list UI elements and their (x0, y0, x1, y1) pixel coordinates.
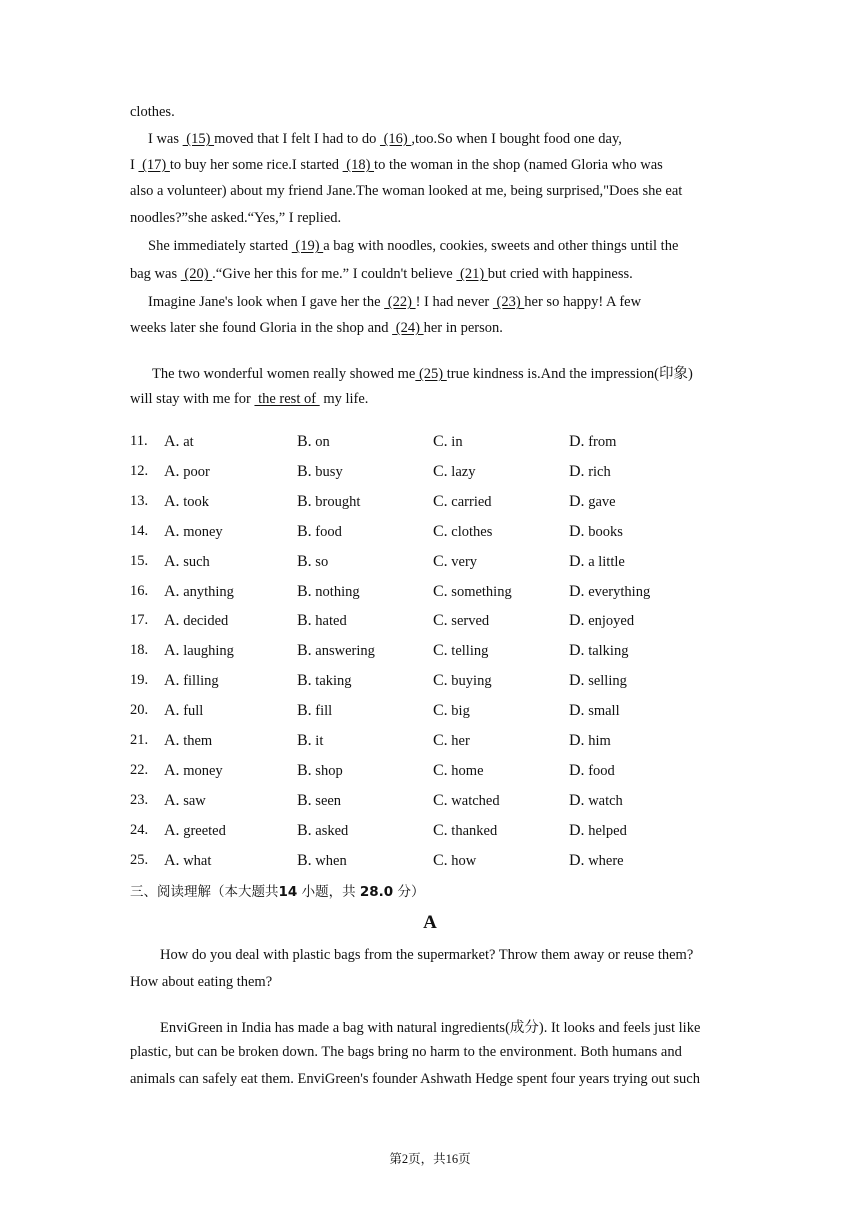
option-text: anything (179, 583, 234, 600)
answer-option (433, 553, 477, 571)
option-text: money (179, 523, 223, 540)
option-text: saw (179, 792, 206, 809)
passage-heading: A (423, 912, 437, 933)
option-letter: D. (569, 582, 585, 600)
option-text: brought (311, 493, 361, 510)
option-letter: D. (569, 732, 585, 749)
option-text: took (179, 493, 209, 510)
answer-option (297, 642, 375, 660)
option-text: money (179, 762, 223, 779)
option-letter: A. (164, 552, 180, 570)
option-letter: D. (569, 642, 585, 660)
question-number: 20. (130, 702, 149, 719)
reading-line: How do you deal with plastic bags from the supermarket? Throw them away or reuse them? (160, 947, 694, 963)
answer-option (569, 732, 611, 750)
option-letter: B. (297, 612, 312, 630)
option-text: them (179, 733, 213, 749)
option-text: asked (311, 822, 349, 839)
question-number: 25. (130, 851, 149, 868)
answer-option (164, 822, 226, 840)
answer-option (569, 523, 623, 541)
option-letter: A. (164, 582, 180, 600)
answer-option (297, 702, 332, 720)
option-letter: B. (297, 552, 312, 570)
option-letter: C. (433, 522, 448, 540)
passage-line: I (17) to buy her some rice.I started (18) to the woman in the shop (named Gloria who was (130, 157, 663, 173)
answer-option (569, 792, 623, 810)
answer-option (433, 792, 500, 810)
option-letter: B. (297, 522, 312, 540)
option-text: so (311, 553, 329, 570)
option-letter: C. (433, 672, 448, 690)
option-text: a little (584, 553, 625, 570)
option-letter: A. (164, 462, 180, 480)
answer-option (297, 822, 348, 840)
option-letter: A. (164, 821, 180, 839)
answer-option (297, 553, 328, 571)
option-text: busy (311, 463, 343, 480)
option-letter: A. (164, 761, 180, 779)
answer-option (569, 762, 615, 780)
option-text: helped (584, 822, 627, 839)
option-text: nothing (311, 583, 360, 600)
reading-line: EnviGreen in India has made a bag with natural ingredients(成分). It looks and feels just like (160, 1020, 701, 1036)
answer-option (433, 822, 497, 840)
passage-line: clothes. (130, 104, 175, 120)
answer-option (164, 852, 211, 870)
option-letter: D. (569, 552, 585, 570)
option-letter: B. (297, 642, 312, 660)
answer-option (433, 702, 470, 720)
answer-option (569, 583, 650, 601)
option-letter: D. (569, 672, 585, 690)
option-text: carried (447, 493, 492, 510)
answer-option (297, 732, 323, 750)
option-letter: C. (433, 791, 448, 809)
answer-option (297, 852, 347, 870)
option-letter: C. (433, 462, 448, 480)
page-footer: 第2页，共16页 (389, 1152, 471, 1166)
option-letter: B. (297, 732, 312, 749)
option-text: rich (584, 463, 611, 480)
option-text: everything (584, 583, 651, 600)
answer-option (569, 822, 627, 840)
option-text: big (447, 703, 470, 720)
option-text: what (179, 852, 212, 869)
question-number: 21. (130, 732, 149, 748)
option-letter: D. (569, 612, 585, 630)
option-text: hated (311, 613, 347, 630)
option-text: small (584, 703, 620, 720)
option-letter: C. (433, 582, 448, 600)
blank: (20) (180, 266, 213, 282)
option-text: laughing (179, 643, 234, 660)
option-letter: A. (164, 672, 180, 690)
answer-option (433, 732, 470, 750)
answer-option (164, 523, 223, 541)
option-letter: B. (297, 851, 312, 869)
answer-option (433, 672, 492, 690)
option-text: enjoyed (584, 613, 635, 630)
option-letter: C. (433, 492, 448, 510)
option-letter: D. (569, 433, 585, 450)
option-letter: D. (569, 821, 585, 839)
blank: the rest of (254, 391, 320, 407)
option-letter: A. (164, 433, 180, 450)
option-text: filling (179, 673, 219, 690)
answer-option (433, 463, 475, 481)
option-text: taking (311, 673, 352, 690)
option-text: how (447, 852, 477, 869)
answer-option (164, 702, 203, 720)
answer-option (433, 642, 488, 660)
option-text: her (447, 733, 470, 749)
answer-option (164, 732, 212, 750)
option-letter: B. (297, 821, 312, 839)
option-text: lazy (447, 463, 476, 480)
option-text: watch (584, 792, 623, 809)
answer-option (569, 463, 611, 481)
option-text: at (179, 434, 194, 450)
option-letter: C. (433, 851, 448, 869)
answer-option (164, 762, 223, 780)
option-text: where (584, 852, 624, 869)
answer-option (569, 852, 624, 870)
option-text: talking (584, 643, 629, 660)
reading-line: animals can safely eat them. EnviGreen's founder Ashwath Hedge spent four years trying out such (130, 1071, 700, 1087)
answer-option (297, 463, 343, 481)
question-number: 12. (130, 462, 149, 479)
option-letter: D. (569, 702, 585, 720)
answer-option (433, 762, 484, 780)
option-letter: A. (164, 612, 180, 630)
answer-option (297, 672, 352, 690)
answer-option (297, 583, 360, 601)
option-text: clothes (447, 523, 493, 540)
answer-option (164, 612, 228, 630)
answer-option (569, 433, 616, 451)
option-letter: D. (569, 492, 585, 510)
option-text: served (447, 613, 490, 630)
blank: (25) (415, 366, 447, 382)
answer-option (297, 612, 347, 630)
answer-option (164, 463, 210, 481)
answer-option (569, 553, 625, 571)
question-number: 13. (130, 492, 149, 509)
option-letter: B. (297, 672, 312, 690)
question-number: 18. (130, 642, 149, 659)
passage-line: She immediately started (19) a bag with noodles, cookies, sweets and other things until the (148, 238, 679, 254)
option-text: decided (179, 613, 229, 630)
passage-line: I was (15) moved that I felt I had to do (16) ,too.So when I bought food one day, (148, 131, 622, 147)
option-letter: D. (569, 522, 585, 540)
answer-option (433, 612, 489, 630)
option-letter: D. (569, 851, 585, 869)
answer-option (569, 702, 620, 720)
option-letter: B. (297, 791, 312, 809)
passage-line: Imagine Jane's look when I gave her the (22) ! I had never (23) her so happy! A few (148, 294, 642, 310)
option-letter: A. (164, 522, 180, 540)
blank: (22) (384, 294, 416, 310)
question-number: 16. (130, 582, 149, 599)
option-text: food (584, 762, 615, 779)
option-letter: A. (164, 642, 180, 660)
passage-line: The two wonderful women really showed me (25) true kindness is.And the impression(印象) (152, 366, 693, 382)
option-text: gave (584, 493, 616, 510)
answer-option (164, 553, 210, 571)
answer-option (433, 493, 492, 511)
option-text: something (447, 583, 512, 600)
option-letter: A. (164, 702, 180, 720)
question-number: 14. (130, 522, 149, 539)
answer-option (569, 672, 627, 690)
blank: (19) (291, 238, 324, 254)
answer-option (164, 792, 206, 810)
option-letter: D. (569, 462, 585, 480)
answer-option (297, 493, 360, 511)
option-text: seen (311, 792, 342, 809)
option-letter: C. (433, 433, 448, 450)
option-letter: B. (297, 761, 312, 779)
answer-option (297, 523, 342, 541)
option-text: shop (311, 762, 343, 779)
option-letter: B. (297, 702, 312, 720)
option-text: when (311, 852, 347, 869)
option-text: food (311, 523, 342, 540)
option-letter: B. (297, 582, 312, 600)
answer-option (164, 493, 209, 511)
reading-line: How about eating them? (130, 974, 273, 990)
option-letter: C. (433, 552, 448, 570)
option-letter: C. (433, 642, 448, 660)
blank: (23) (492, 294, 525, 310)
option-text: greeted (179, 822, 226, 839)
passage-line: also a volunteer) about my friend Jane.The woman looked at me, being surprised,"Does she eat (130, 183, 683, 199)
question-number: 23. (130, 791, 149, 808)
option-text: him (584, 733, 611, 749)
option-text: on (311, 434, 330, 450)
option-text: telling (447, 643, 489, 660)
option-text: buying (447, 673, 492, 690)
option-text: thanked (447, 822, 498, 839)
option-letter: C. (433, 821, 448, 839)
blank: (24) (392, 320, 424, 336)
option-text: it (311, 733, 324, 749)
blank: (17) (138, 157, 170, 173)
option-letter: C. (433, 732, 448, 749)
answer-option (297, 792, 341, 810)
answer-option (164, 642, 234, 660)
passage-line: bag was (20) .“Give her this for me.” I couldn't believe (21) but cried with happiness. (130, 266, 633, 282)
option-letter: A. (164, 851, 180, 869)
question-number: 11. (130, 433, 148, 449)
answer-option (297, 762, 343, 780)
question-number: 15. (130, 552, 149, 569)
question-number: 19. (130, 672, 149, 689)
option-text: poor (179, 463, 210, 480)
option-text: very (447, 553, 478, 570)
option-letter: D. (569, 761, 585, 779)
option-text: selling (584, 673, 627, 690)
option-letter: B. (297, 433, 312, 450)
option-text: full (179, 703, 204, 720)
question-number: 17. (130, 612, 149, 629)
option-letter: C. (433, 612, 448, 630)
answer-option (164, 672, 219, 690)
option-letter: D. (569, 791, 585, 809)
blank: (21) (456, 266, 488, 282)
option-letter: B. (297, 462, 312, 480)
question-number: 24. (130, 821, 149, 838)
option-text: such (179, 553, 210, 570)
answer-option (164, 433, 194, 451)
blank: (16) (379, 131, 412, 147)
option-text: watched (447, 792, 500, 809)
passage-line: weeks later she found Gloria in the shop and (24) her in person. (130, 320, 503, 336)
answer-option (569, 642, 628, 660)
option-letter: C. (433, 702, 448, 720)
answer-option (433, 523, 492, 541)
blank: (18) (342, 157, 375, 173)
answer-option (569, 493, 616, 511)
reading-line: plastic, but can be broken down. The bags bring no harm to the environment. Both humans and (130, 1044, 682, 1060)
blank: (15) (182, 131, 215, 147)
passage-line: noodles?”she asked.“Yes,” I replied. (130, 210, 342, 226)
option-letter: A. (164, 732, 180, 749)
answer-option (569, 612, 634, 630)
option-letter: A. (164, 791, 180, 809)
option-text: answering (311, 643, 375, 660)
option-text: in (447, 434, 463, 450)
option-text: fill (311, 703, 333, 720)
question-number: 22. (130, 761, 149, 778)
option-text: home (447, 762, 484, 779)
option-text: books (584, 523, 623, 540)
answer-option (433, 852, 476, 870)
option-letter: C. (433, 761, 448, 779)
option-letter: A. (164, 492, 180, 510)
answer-option (297, 433, 330, 451)
section-header: 三、阅读理解（本大题共14 小题，共 28.0 分） (130, 884, 425, 900)
option-text: from (584, 434, 617, 450)
passage-line: will stay with me for the rest of my life. (130, 391, 369, 407)
option-letter: B. (297, 492, 312, 510)
answer-option (164, 583, 234, 601)
answer-option (433, 583, 512, 601)
answer-option (433, 433, 463, 451)
